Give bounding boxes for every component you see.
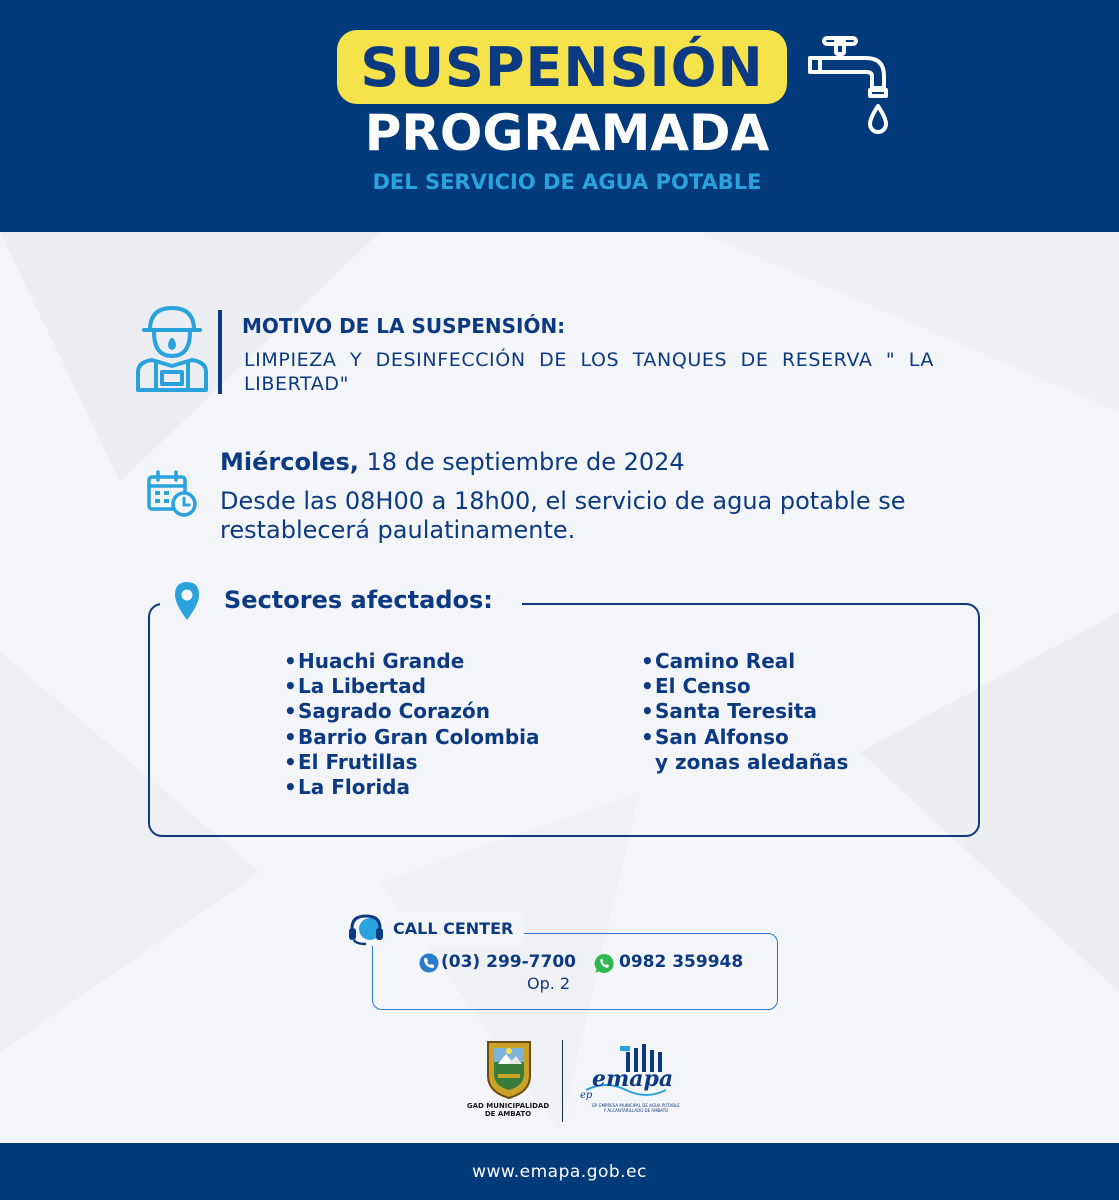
- worker-icon: [132, 300, 212, 394]
- headset-icon: [346, 912, 388, 946]
- date-line: [220, 448, 685, 476]
- list-item: •Camino Real: [641, 649, 796, 673]
- calendar-clock-icon: [146, 470, 198, 518]
- gad-caption: GAD MUNICIPALIDAD DE AMBATO: [466, 1102, 550, 1118]
- motivo-text: LIMPIEZA Y DESINFECCIÓN DE LOS TANQUES DE RESERVA " LA LIBERTAD": [244, 349, 934, 395]
- phone-icon: [419, 953, 439, 973]
- footer-bar: [0, 1143, 1119, 1200]
- list-item: •Barrio Gran Colombia: [284, 724, 540, 749]
- call-center-title: CALL CENTER: [393, 919, 514, 938]
- sectors-title: Sectores afectados:: [224, 586, 493, 614]
- list-item: •La Florida: [284, 775, 410, 800]
- logo-divider: [562, 1040, 563, 1122]
- hours-text: Desde las 08H00 a 18h00, el servicio de agua potable se restablecerá paulatinamente.: [220, 487, 906, 544]
- website-link[interactable]: www.emapa.gob.ec: [472, 1161, 647, 1182]
- motivo-title: MOTIVO DE LA SUSPENSIÓN:: [242, 314, 566, 338]
- emapa-logo-icon: [576, 1040, 676, 1104]
- list-item: •El Frutillas: [284, 749, 418, 774]
- list-item: •Huachi Grande: [284, 649, 465, 673]
- sectors-box: [148, 603, 980, 837]
- date-text: 18 de septiembre de 2024: [358, 448, 685, 476]
- location-pin-icon: [172, 580, 202, 622]
- list-item: •Santa Teresita: [641, 699, 817, 724]
- list-item: •Sagrado Corazón: [284, 699, 490, 724]
- water-tap-icon: [806, 36, 896, 136]
- gad-ambato-crest-icon: [484, 1038, 534, 1100]
- svg-text:emapa: emapa: [592, 1066, 674, 1092]
- whatsapp-number[interactable]: 0982 359948: [619, 952, 744, 972]
- sectors-list-right: [641, 649, 848, 775]
- list-item: •El Censo: [641, 674, 751, 699]
- svg-text:ep: ep: [580, 1090, 593, 1101]
- subtitle: DEL SERVICIO DE AGUA POTABLE: [372, 170, 762, 194]
- list-item: •La Libertad: [284, 674, 426, 699]
- emapa-caption: EP. EMPRESA MUNICIPAL DE AGUA POTABLE Y ALCANTARILLADO DE AMBATO: [592, 1103, 680, 1113]
- phone-number[interactable]: (03) 299-7700: [441, 952, 576, 972]
- motivo-divider: [218, 310, 222, 394]
- title-pill: [337, 30, 787, 104]
- title-programada: PROGRAMADA: [364, 104, 770, 162]
- weekday: Miércoles,: [220, 448, 359, 476]
- whatsapp-icon: [594, 953, 615, 974]
- list-item: •San Alfonso: [641, 724, 789, 749]
- title-suspension: SUSPENSIÓN: [360, 35, 764, 99]
- list-item-extra: y zonas aledañas: [655, 749, 849, 774]
- sectors-list-left: [284, 649, 540, 800]
- phone-option: Op. 2: [527, 974, 571, 993]
